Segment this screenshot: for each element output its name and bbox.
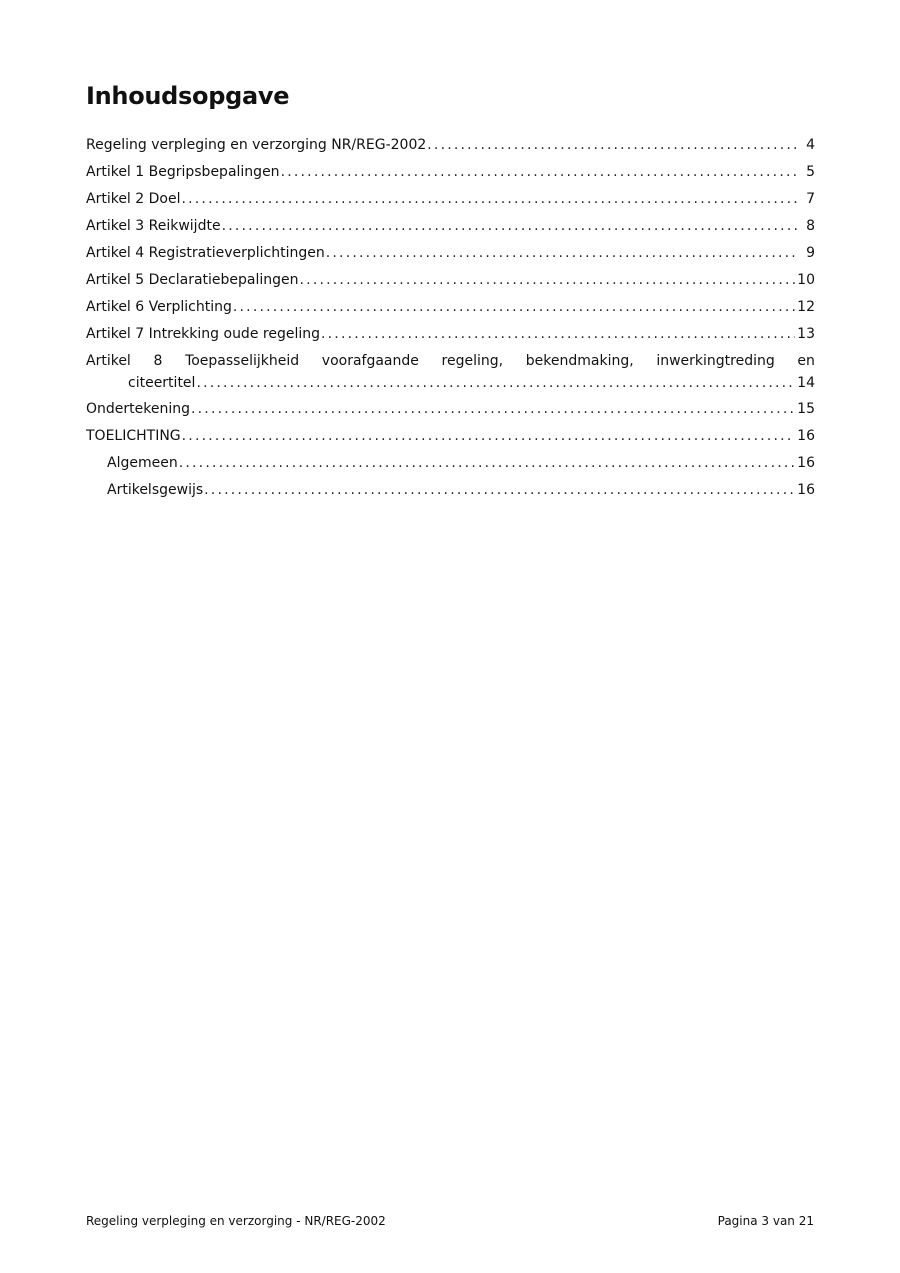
toc-entry-page: 15	[797, 401, 815, 417]
toc-entry-page: 9	[806, 245, 815, 261]
page-title: Inhoudsopgave	[86, 82, 290, 110]
toc-entry-artikelsgewijs[interactable]	[86, 479, 815, 502]
toc-entry-label-line-1	[86, 350, 815, 372]
toc-word: Toepasselijkheid	[185, 353, 300, 369]
toc-entry-page: 7	[806, 191, 815, 207]
toc-entry-artikel-2[interactable]	[86, 188, 815, 211]
toc-entry-label: Artikel 7 Intrekking oude regeling	[86, 326, 320, 342]
toc-entry-label-line-2	[86, 372, 815, 394]
toc-entry-label: Algemeen	[107, 455, 178, 471]
table-of-contents	[86, 134, 815, 506]
toc-entry-label: Artikelsgewijs	[107, 482, 204, 498]
toc-entry-label: Artikel 1 Begripsbepalingen	[86, 164, 280, 180]
toc-entry-algemeen[interactable]	[86, 452, 815, 475]
toc-entry-page: 13	[797, 326, 815, 342]
toc-entry-artikel-6[interactable]	[86, 296, 815, 319]
toc-entry-page: 16	[797, 455, 815, 471]
toc-dot-leader	[281, 161, 799, 184]
toc-entry-label: Artikel 3 Reikwijdte	[86, 218, 221, 234]
toc-entry-artikel-1[interactable]	[86, 161, 815, 184]
toc-dot-leader	[326, 242, 799, 265]
toc-entry-page: 4	[806, 137, 815, 153]
toc-word: Artikel	[86, 353, 131, 369]
toc-dot-leader	[300, 269, 796, 292]
toc-entry-page: 16	[797, 482, 815, 498]
toc-entry-page: 12	[797, 299, 815, 315]
toc-entry-regeling[interactable]	[86, 134, 815, 157]
toc-word: bekendmaking,	[525, 353, 634, 369]
footer-document-title: Regeling verpleging en verzorging - NR/REG-2002	[86, 1214, 386, 1228]
toc-word: inwerkingtreding	[656, 353, 775, 369]
toc-entry-label-continuation: citeertitel	[128, 375, 196, 391]
toc-word: regeling,	[441, 353, 504, 369]
toc-entry-artikel-4[interactable]	[86, 242, 815, 265]
toc-entry-label: Ondertekening	[86, 401, 190, 417]
toc-entry-page: 8	[806, 218, 815, 234]
toc-word: 8	[153, 353, 163, 369]
toc-dot-leader	[191, 398, 795, 421]
toc-entry-page: 16	[797, 428, 815, 444]
toc-dot-leader	[222, 215, 799, 238]
toc-entry-artikel-3[interactable]	[86, 215, 815, 238]
toc-entry-page: 5	[806, 164, 815, 180]
toc-dot-leader	[427, 134, 799, 157]
toc-dot-leader	[182, 425, 796, 448]
toc-entry-page: 14	[797, 375, 815, 391]
toc-entry-label: Artikel 4 Registratieverplichtingen	[86, 245, 325, 261]
toc-entry-ondertekening[interactable]	[86, 398, 815, 421]
toc-dot-leader	[179, 452, 795, 475]
toc-entry-artikel-5[interactable]	[86, 269, 815, 292]
toc-word: voorafgaande	[321, 353, 419, 369]
toc-entry-label: Artikel 2 Doel	[86, 191, 181, 207]
toc-entry-toelichting[interactable]	[86, 425, 815, 448]
toc-entry-label: Regeling verpleging en verzorging NR/REG-2002	[86, 137, 427, 153]
toc-entry-page: 10	[797, 272, 815, 288]
toc-dot-leader	[196, 372, 795, 394]
toc-entry-label: TOELICHTING	[86, 428, 181, 444]
toc-dot-leader	[233, 296, 795, 319]
toc-dot-leader	[204, 479, 795, 502]
toc-entry-artikel-8[interactable]	[86, 350, 815, 394]
toc-entry-artikel-7[interactable]	[86, 323, 815, 346]
toc-word: en	[797, 353, 815, 369]
toc-entry-label: Artikel 5 Declaratiebepalingen	[86, 272, 299, 288]
footer-page-number: Pagina 3 van 21	[717, 1214, 814, 1228]
toc-dot-leader	[321, 323, 795, 346]
toc-entry-label: Artikel 6 Verplichting	[86, 299, 232, 315]
toc-dot-leader	[181, 188, 799, 211]
